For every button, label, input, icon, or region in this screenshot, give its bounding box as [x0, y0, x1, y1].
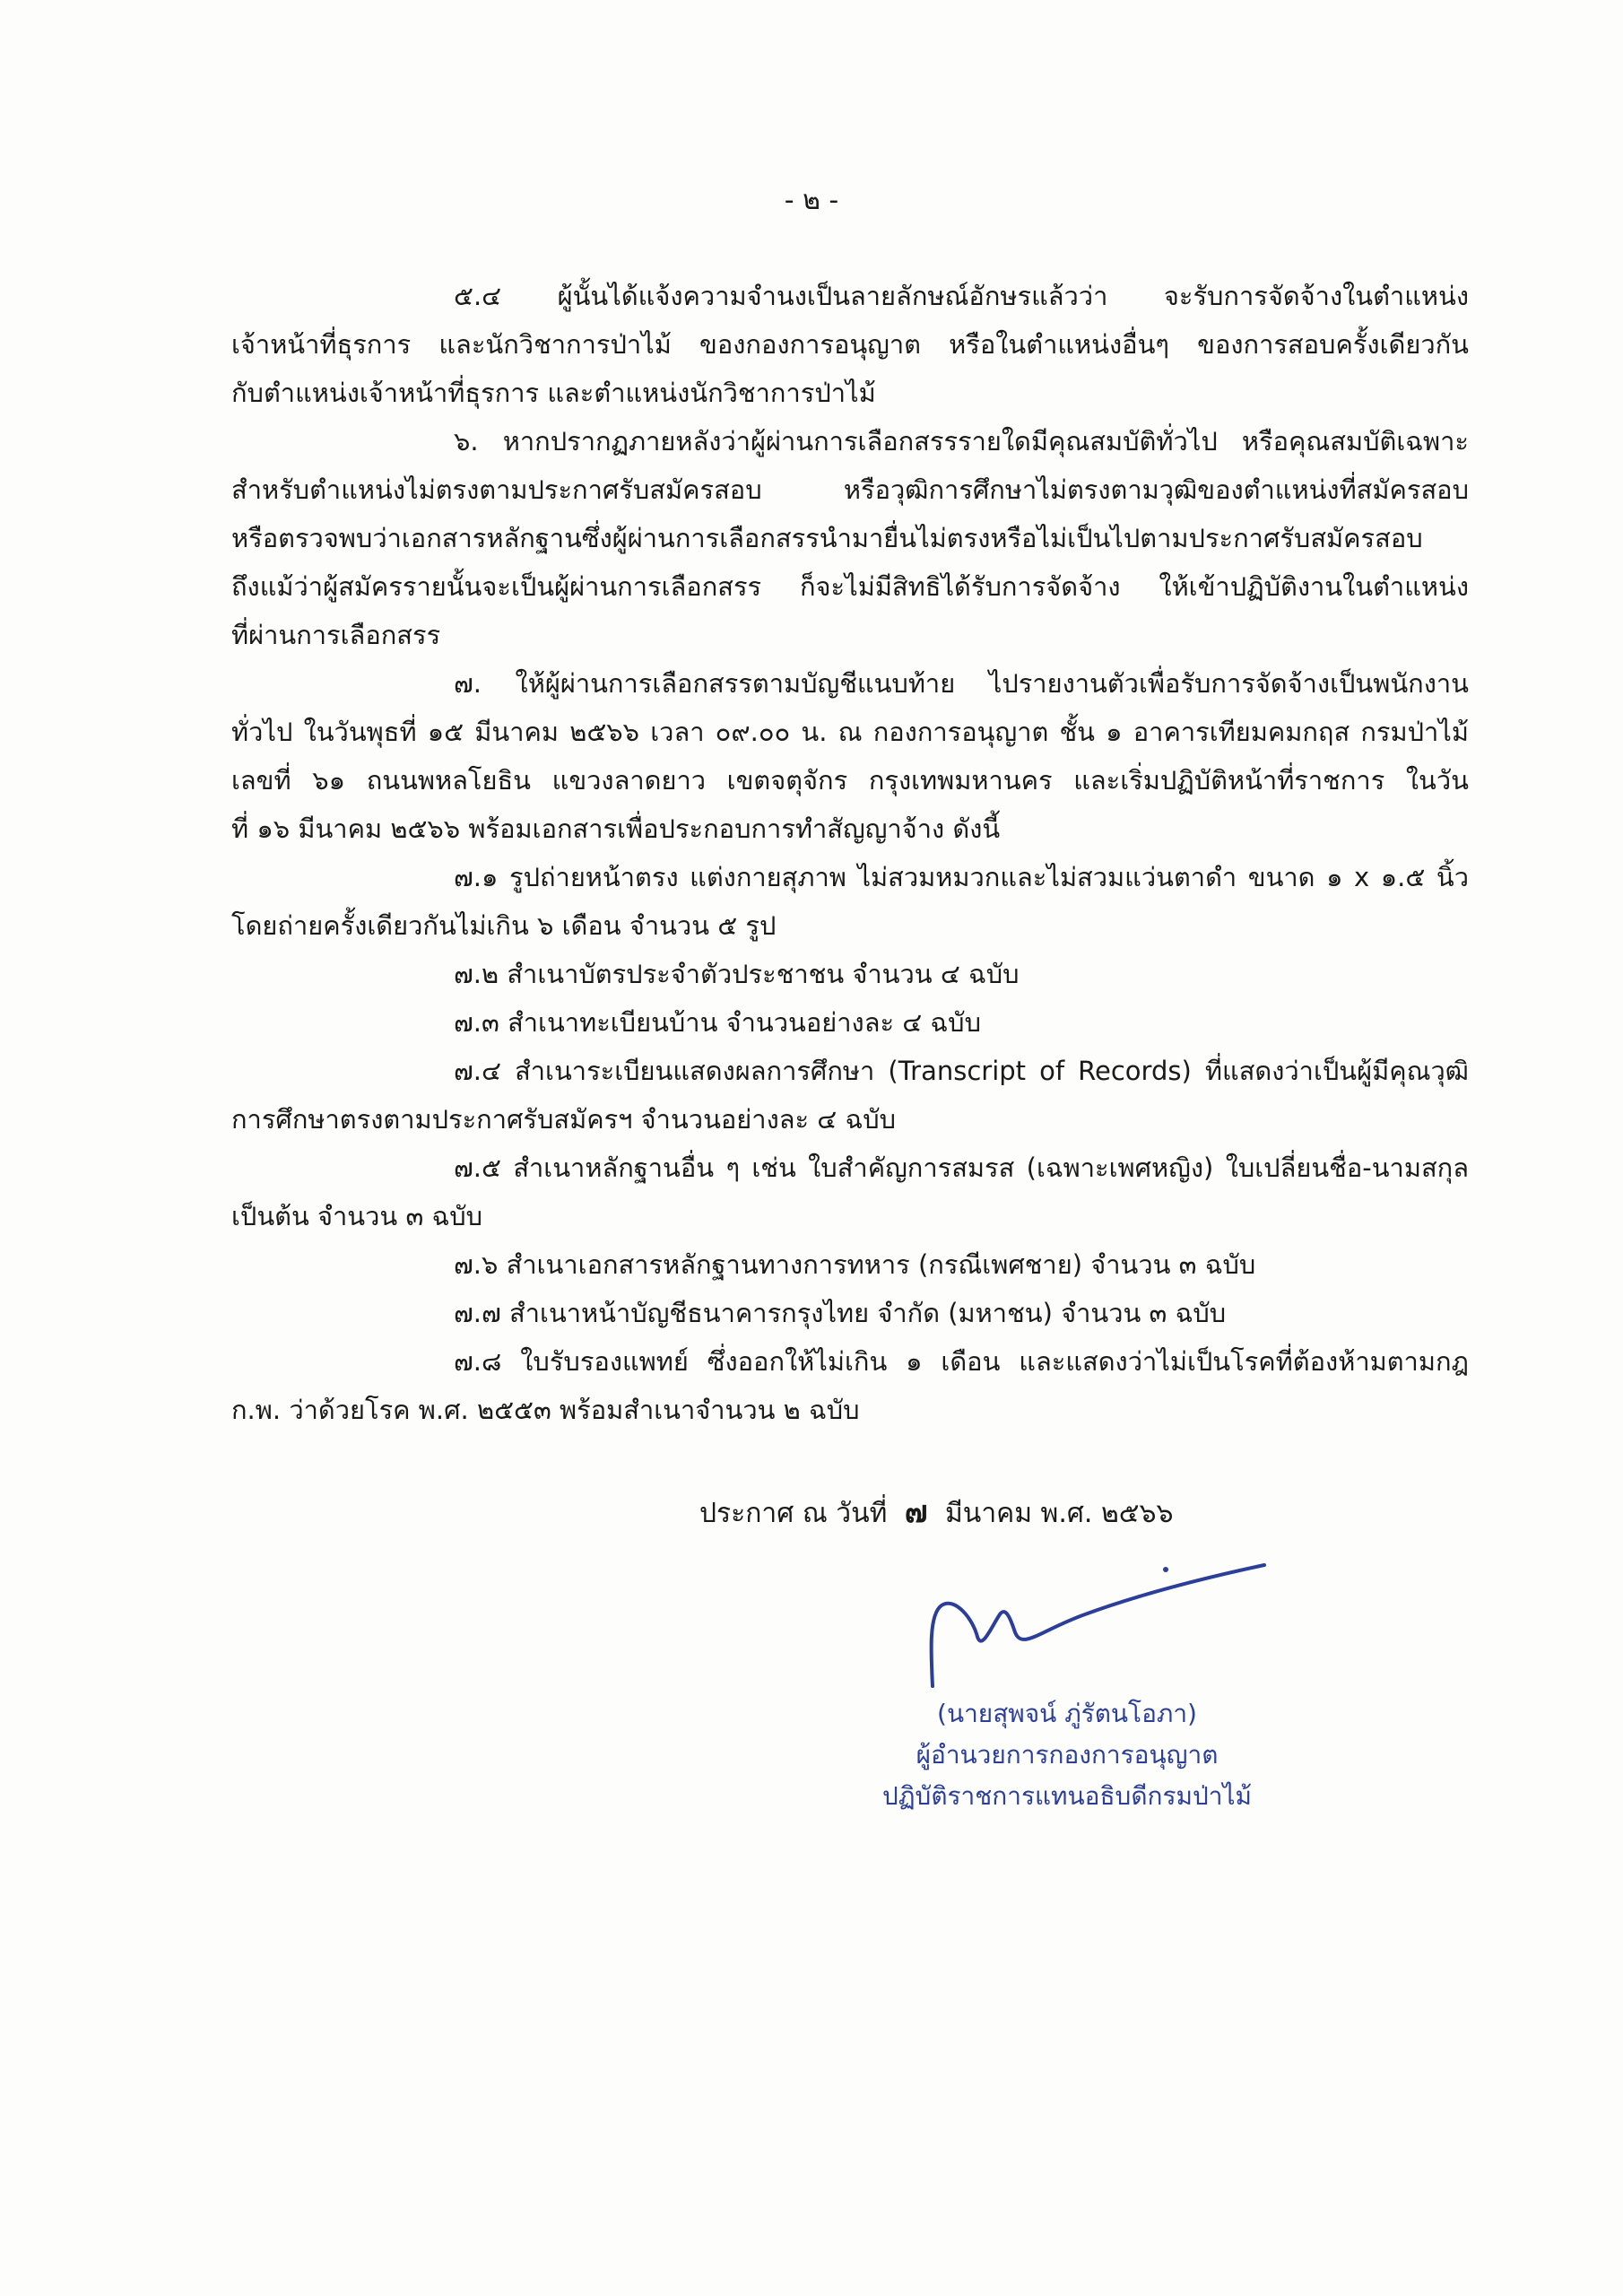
clause-7-line-3: เลขที่ ๖๑ ถนนพหลโยธิน แขวงลาดยาว เขตจตุจักร กรุงเทพมหานคร และเริ่มปฏิบัติหน้าที่ราชการ ในวัน	[231, 765, 1469, 796]
clause-7-5-line-1: ๗.๕ สำเนาหลักฐานอื่น ๆ เช่น ใบสำคัญการสมรส (เฉพาะเพศหญิง) ใบเปลี่ยนชื่อ-นามสกุล	[454, 1152, 1469, 1183]
clause-7-4-line-1: ๗.๔ สำเนาระเบียนแสดงผลการศึกษา (Transcript of Records) ที่แสดงว่าเป็นผู้มีคุณวุฒิ	[454, 1056, 1469, 1086]
clause-6-line-2: สำหรับตำแหน่งไม่ตรงตามประกาศรับสมัครสอบ หรือวุฒิการศึกษาไม่ตรงตามวุฒิของตำแหน่งที่สมัครสอบ	[231, 474, 1469, 505]
signer-acting-title: ปฏิบัติราชการแทนอธิบดีกรมป่าไม้	[881, 1781, 1252, 1811]
clause-7-4-line-2: การศึกษาตรงตามประกาศรับสมัครฯ จำนวนอย่างละ ๔ ฉบับ	[231, 1104, 897, 1135]
clause-7-8-line-2: ก.พ. ว่าด้วยโรค พ.ศ. ๒๕๕๓ พร้อมสำเนาจำนวน ๒ ฉบับ	[231, 1395, 860, 1425]
announcement-prefix: ประกาศ ณ วันที่	[699, 1498, 888, 1529]
clause-5-4-line-1: ๕.๔ ผู้นั้นได้แจ้งความจำนงเป็นลายลักษณ์อักษรแล้วว่า จะรับการจัดจ้างในตำแหน่ง	[454, 281, 1469, 311]
clause-7-3: ๗.๓ สำเนาทะเบียนบ้าน จำนวนอย่างละ ๔ ฉบับ	[454, 1007, 982, 1038]
clause-7-2: ๗.๒ สำเนาบัตรประจำตัวประชาชน จำนวน ๔ ฉบับ	[454, 959, 1020, 989]
clause-6-line-1: ๖. หากปรากฏภายหลังว่าผู้ผ่านการเลือกสรรรายใดมีคุณสมบัติทั่วไป หรือคุณสมบัติเฉพาะ	[454, 426, 1469, 457]
clause-7-line-1: ๗. ให้ผู้ผ่านการเลือกสรรตามบัญชีแนบท้าย ไปรายงานตัวเพื่อรับการจัดจ้างเป็นพนักงาน	[454, 668, 1469, 699]
clause-7-1-line-2: โดยถ่ายครั้งเดียวกันไม่เกิน ๖ เดือน จำนวน ๕ รูป	[231, 910, 777, 941]
document-body	[231, 272, 1469, 1434]
signer-name: (นายสุพจน์ ภู่รัตนโอภา)	[937, 1699, 1197, 1728]
clause-6-line-4: ถึงแม้ว่าผู้สมัครรายนั้นจะเป็นผู้ผ่านการเลือกสรร ก็จะไม่มีสิทธิได้รับการจัดจ้าง ให้เข้าปฏิบัติงานในตำแหน่ง	[231, 571, 1469, 602]
handwritten-signature	[906, 1552, 1282, 1704]
signer-block	[807, 1693, 1327, 1817]
clause-7-5-line-2: เป็นต้น จำนวน ๓ ฉบับ	[231, 1201, 483, 1231]
signer-title: ผู้อำนวยการกองการอนุญาต	[916, 1740, 1219, 1770]
clause-5-4-line-3: กับตำแหน่งเจ้าหน้าที่ธุรการ และตำแหน่งนักวิชาการป่าไม้	[231, 378, 876, 408]
clause-7-7: ๗.๗ สำเนาหน้าบัญชีธนาคารกรุงไทย จำกัด (มหาชน) จำนวน ๓ ฉบับ	[454, 1298, 1227, 1328]
announcement-date	[699, 1487, 1174, 1535]
clause-5-4-line-2: เจ้าหน้าที่ธุรการ และนักวิชาการป่าไม้ ของกองการอนุญาต หรือในตำแหน่งอื่นๆ ของการสอบครั้งเดียวกัน	[231, 329, 1469, 360]
announcement-month-year: มีนาคม พ.ศ. ๒๕๖๖	[945, 1498, 1174, 1529]
page-number: - ๒ -	[784, 185, 839, 216]
clause-7-8-line-1: ๗.๘ ใบรับรองแพทย์ ซึ่งออกให้ไม่เกิน ๑ เดือน และแสดงว่าไม่เป็นโรคที่ต้องห้ามตามกฎ	[454, 1346, 1469, 1377]
clause-7-1-line-1: ๗.๑ รูปถ่ายหน้าตรง แต่งกายสุภาพ ไม่สวมหมวกและไม่สวมแว่นตาดำ ขนาด ๑ x ๑.๕ นิ้ว	[454, 862, 1469, 892]
clause-7-6: ๗.๖ สำเนาเอกสารหลักฐานทางการทหาร (กรณีเพศชาย) จำนวน ๓ ฉบับ	[454, 1249, 1256, 1280]
clause-7-line-4: ที่ ๑๖ มีนาคม ๒๕๖๖ พร้อมเอกสารเพื่อประกอบการทำสัญญาจ้าง ดังนี้	[231, 813, 1001, 844]
clause-7-line-2: ทั่วไป ในวันพุธที่ ๑๕ มีนาคม ๒๕๖๖ เวลา ๐๙.๐๐ น. ณ กองการอนุญาต ชั้น ๑ อาคารเทียมคมกฤส กรมป่าไม้	[231, 717, 1469, 747]
clause-6-line-3: หรือตรวจพบว่าเอกสารหลักฐานซึ่งผู้ผ่านการเลือกสรรนำมายื่นไม่ตรงหรือไม่เป็นไปตามประกาศรับสมัครสอบ	[231, 523, 1423, 553]
clause-6-line-5: ที่ผ่านการเลือกสรร	[231, 620, 441, 650]
announcement-day: ๗	[904, 1494, 928, 1530]
